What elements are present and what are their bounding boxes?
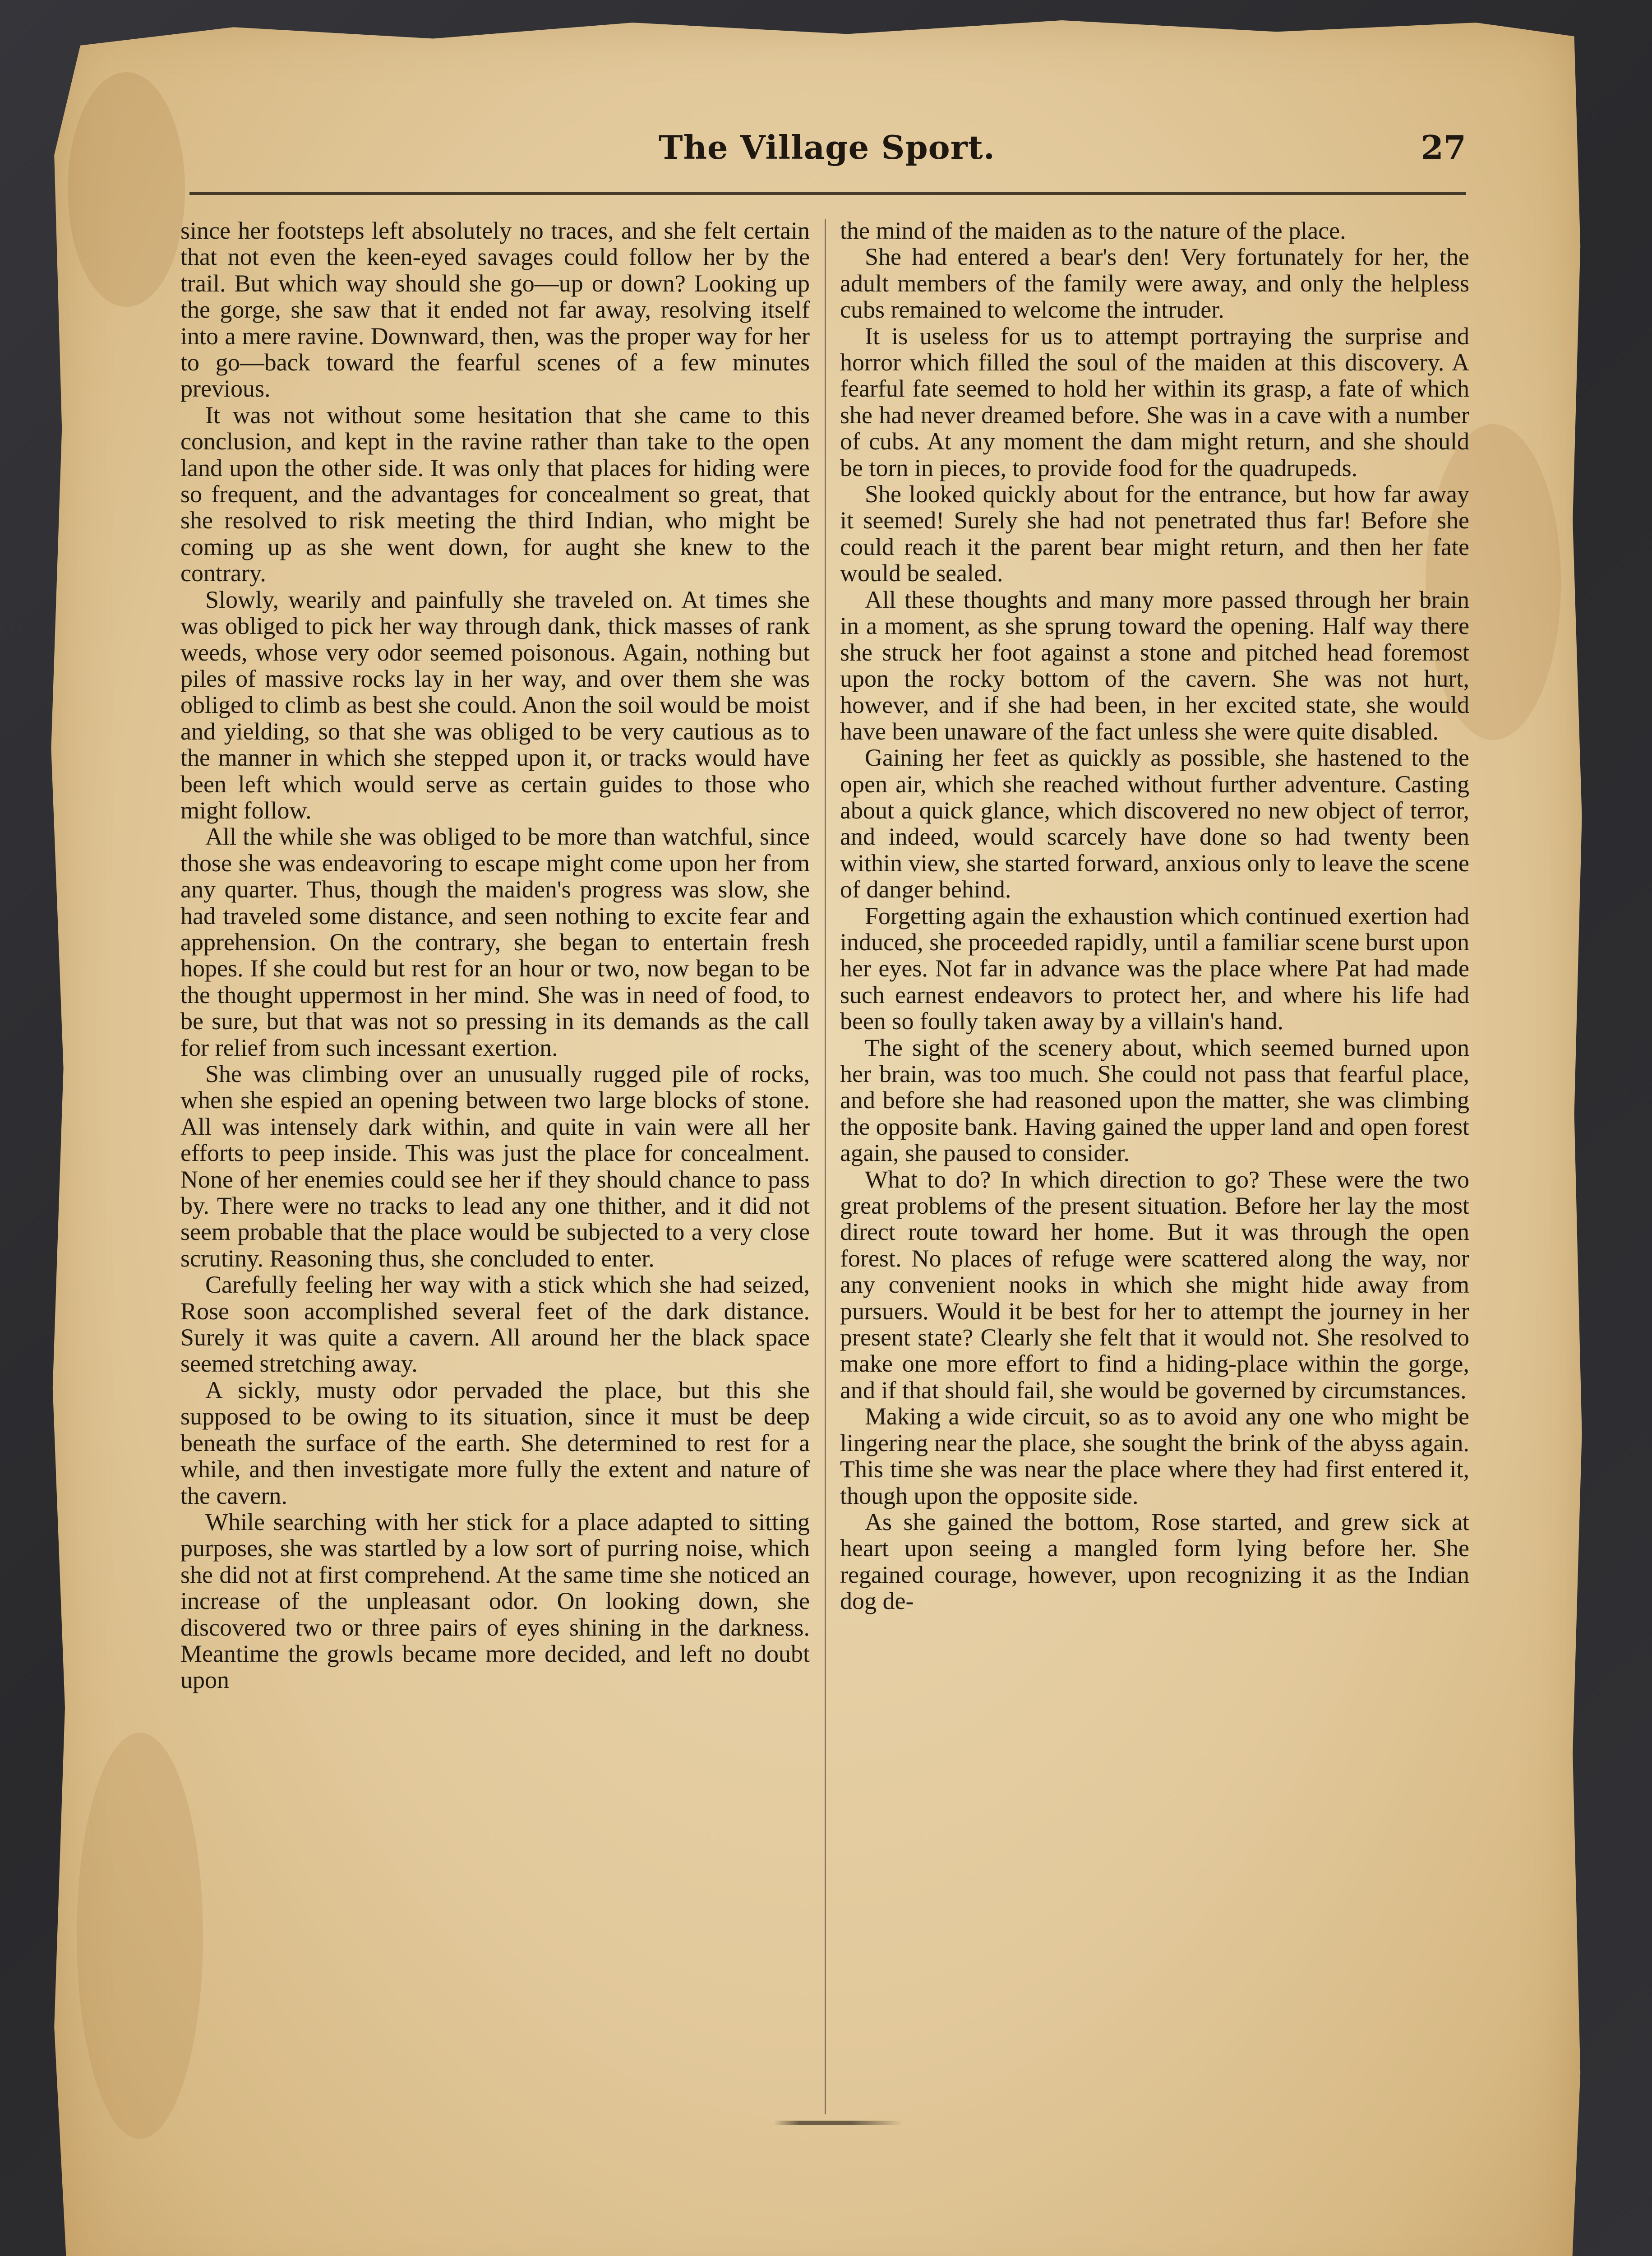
paragraph: since her footsteps left absolutely no traces, and she felt certain that not even the keen-eyed savages could follow her by the trail. But which way should she go—up or down? Looking up the gorge, she saw that it ended not far away, resolving itself into a mere ravine. Downward, then, was the proper way for her to go—back toward the fearful scenes of a few minutes previous. (180, 217, 810, 402)
running-title: The Village Sport. (659, 128, 995, 166)
paragraph: Slowly, wearily and painfully she traveled on. At times she was obliged to pick her way through dank, thick masses of rank weeds, whose very odor seemed poisonous. Again, nothing but piles of massive rocks lay in her way, and over them she was obliged to climb as best she could. Anon the soil would be moist and yielding, so that she was obliged to be very cautious as to the manner in which she stepped upon it, or tracks would have been left which would serve as certain guides to those who might follow. (180, 586, 810, 824)
paragraph: Making a wide circuit, so as to avoid any one who might be lingering near the place, she sought the brink of the abyss again. This time she was near the place where they had first entered it, though upon the opposite side. (840, 1403, 1469, 1509)
text-column-left (180, 217, 810, 2162)
paragraph: She was climbing over an unusually rugged pile of rocks, when she espied an opening between two large blocks of stone. All was intensely dark within, and quite in vain were all her efforts to peep inside. This was just the place for concealment. None of her enemies could see her if they should chance to pass by. There were no tracks to lead any one thither, and it did not seem probable that the place would be subjected to a very close scrutiny. Reasoning thus, she concluded to enter. (180, 1060, 810, 1272)
paragraph: A sickly, musty odor pervaded the place, but this she supposed to be owing to its situation, since it must be deep beneath the surface of the earth. She determined to rest for a while, and then investigate more fully the extent and nature of the cavern. (180, 1376, 810, 1509)
paragraph: Gaining her feet as quickly as possible, she hastened to the open air, which she reached without further adventure. Casting about a quick glance, which discovered no new object of terror, and indeed, would scarcely have done so had twenty been within view, she started forward, anxious only to leave the scene of danger behind. (840, 744, 1469, 903)
page-number: 27 (1421, 128, 1466, 166)
paragraph: It is useless for us to attempt portraying the surprise and horror which filled the soul of the maiden at this discovery. A fearful fate seemed to hold her within its grasp, a fate of which she had never dreamed before. She was in a cave with a number of cubs. At any moment the dam might return, and she should be torn in pieces, to provide food for the quadrupeds. (840, 322, 1469, 481)
paragraph: What to do? In which direction to go? These were the two great problems of the present situation. Before her lay the most direct route toward her home. But it was through the open forest. No places of refuge were scattered along the way, nor any convenient nooks in which she might hide away from pursuers. Would it be best for her to attempt the journey in her present state? Clearly she felt that it would not. She resolved to make one more effort to find a hiding-place within the gorge, and if that should fail, she would be governed by circumstances. (840, 1165, 1469, 1404)
paragraph: As she gained the bottom, Rose started, and grew sick at heart upon seeing a mangled form lying before her. She regained courage, however, upon recognizing it as the Indian dog de- (840, 1508, 1469, 1615)
paragraph: Carefully feeling her way with a stick which she had seized, Rose soon accomplished several feet of the dark distance. Surely it was quite a cavern. All around her the black space seemed stretching away. (180, 1271, 810, 1378)
paragraph: All the while she was obliged to be more than watchful, since those she was endeavoring to escape might come upon her from any quarter. Thus, though the maiden's progress was slow, she had traveled some distance, and seen nothing to excite fear and apprehension. On the contrary, she began to entertain fresh hopes. If she could but rest for an hour or two, now began to be the thought uppermost in her mind. She was in need of food, to be sure, but that was not so pressing in its demands as the call for relief from such incessant exertion. (180, 823, 810, 1061)
paragraph: She looked quickly about for the entrance, but how far away it seemed! Surely she had not penetrated thus far! Before she could reach it the parent bear might return, and then her fate would be sealed. (840, 481, 1469, 587)
paragraph: While searching with her stick for a place adapted to sitting purposes, she was startled by a low sort of purring noise, which she did not at first comprehend. At the same time she noticed an increase of the unpleasant odor. On looking down, she discovered two or three pairs of eyes shining in the darkness. Meantime the growls became more decided, and left no doubt upon (180, 1508, 810, 1694)
column-divider (825, 219, 826, 2114)
paragraph: Forgetting again the exhaustion which continued exertion had induced, she proceeded rapidly, until a familiar scene burst upon her eyes. Not far in advance was the place where Pat had made such earnest endeavors to protect her, and where his life had been so foully taken away by a villain's hand. (840, 902, 1469, 1035)
text-column-right (840, 217, 1469, 2162)
paragraph: It was not without some hesitation that she came to this conclusion, and kept in the ravine rather than take to the open land upon the other side. It was only that places for hiding were so frequent, and the advantages for concealment so great, that she resolved to risk meeting the third Indian, who might be coming up as she went down, for aught she knew to the contrary. (180, 401, 810, 587)
paragraph: The sight of the scenery about, which seemed burned upon her brain, was too much. She could not pass that fearful place, and before she had reasoned upon the matter, she was climbing the opposite bank. Having gained the upper land and open forest again, she paused to consider. (840, 1034, 1469, 1167)
paragraph: All these thoughts and many more passed through her brain in a moment, as she sprung toward the opening. Half way there she struck her foot against a stone and pitched head foremost upon the rocky bottom of the cavern. She was not hurt, however, and if she had been, in her excited state, she would have been unaware of the fact unless she were quite disabled. (840, 586, 1469, 745)
paragraph: She had entered a bear's den! Very fortunately for her, the adult members of the family were away, and only the helpless cubs remained to welcome the intruder. (840, 243, 1469, 324)
running-header (189, 125, 1466, 184)
header-rule (189, 192, 1466, 195)
footer-ornament (774, 2121, 902, 2125)
edge-stain (68, 72, 185, 307)
paragraph: the mind of the maiden as to the nature of the place. (840, 217, 1346, 244)
